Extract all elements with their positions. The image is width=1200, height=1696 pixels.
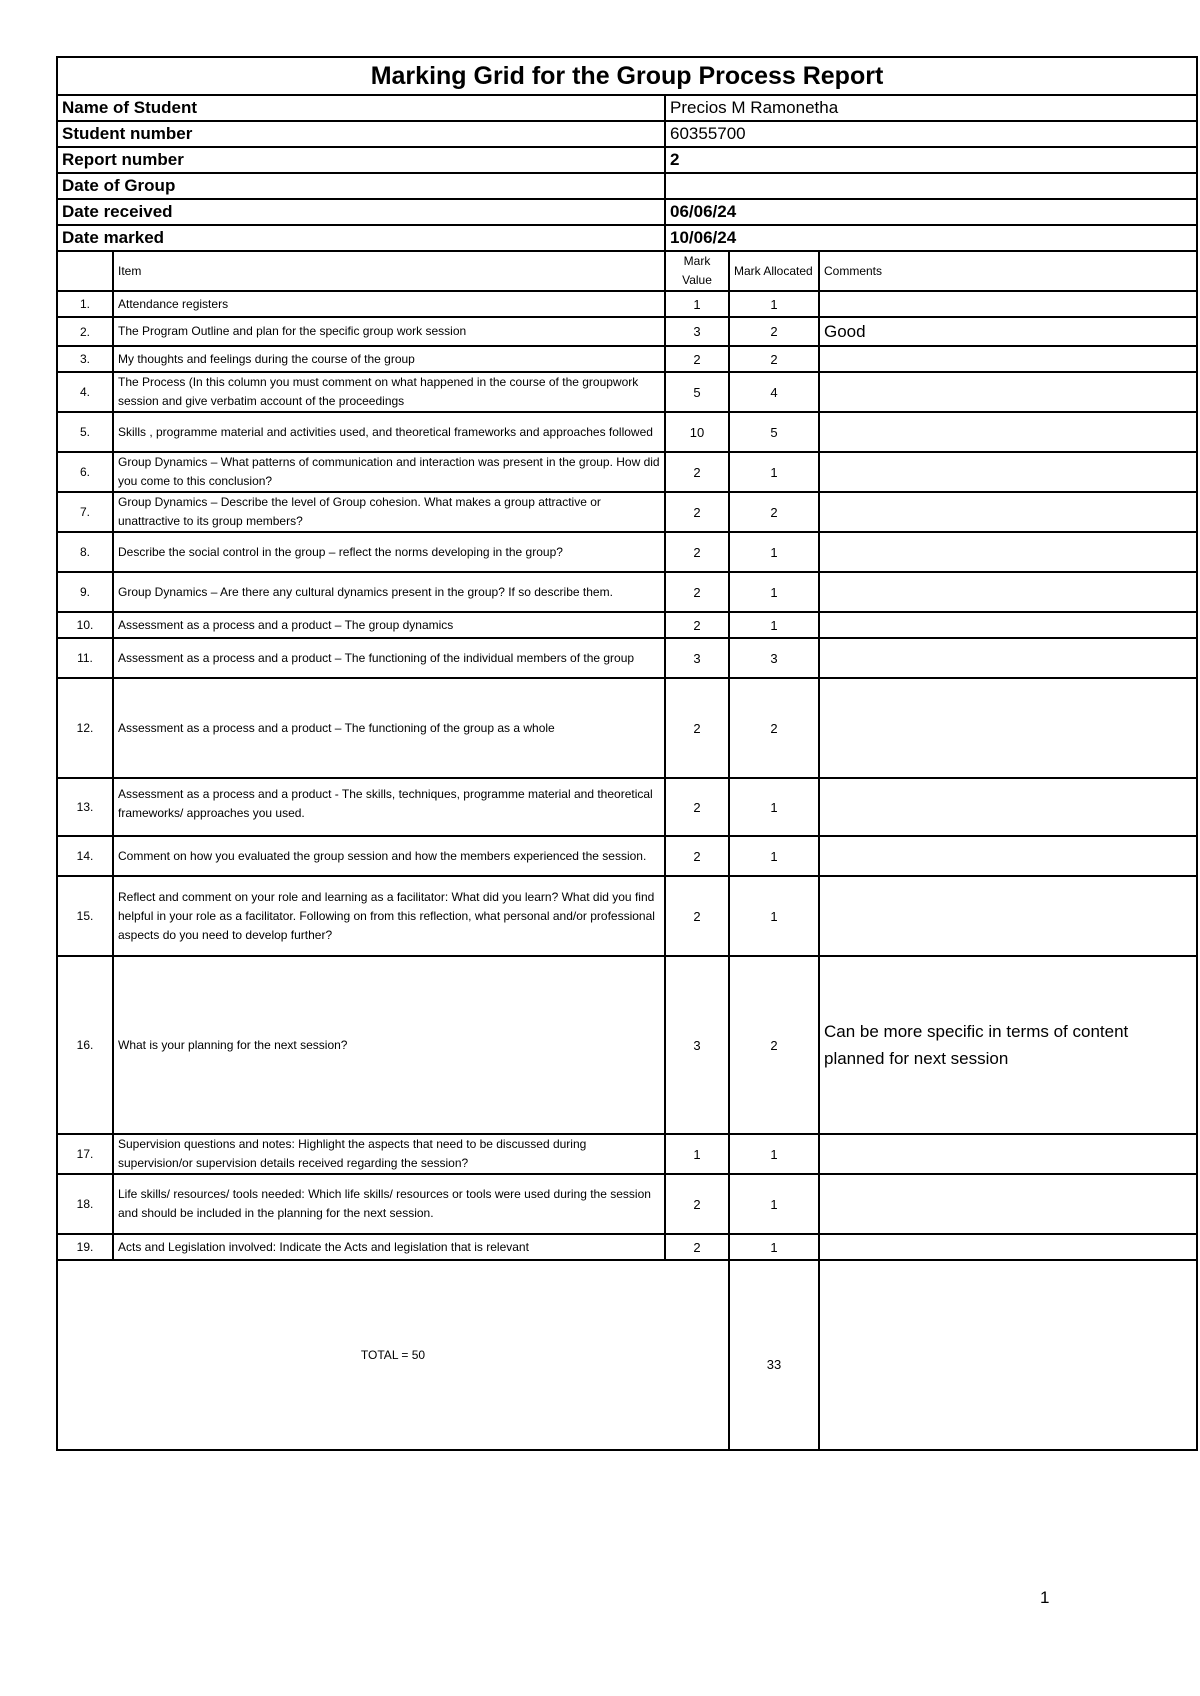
header-value: 06/06/24: [665, 199, 1197, 225]
table-row: [57, 956, 1197, 1134]
row-mark-value: 2: [665, 572, 729, 612]
table-row: [57, 372, 1197, 412]
row-item: What is your planning for the next session?: [113, 956, 665, 1134]
row-item: Acts and Legislation involved: Indicate the Acts and legislation that is relevant: [113, 1234, 665, 1260]
row-mark-value: 1: [665, 1134, 729, 1174]
row-number: 15.: [57, 876, 113, 956]
row-item: Reflect and comment on your role and learning as a facilitator: What did you learn? What did you find helpful in your role as a facilitator. Following on from this reflection, what personal and/or professional aspects do you need to develop further?: [113, 876, 665, 956]
row-number: 19.: [57, 1234, 113, 1260]
column-header-number: [57, 251, 113, 291]
header-row: [57, 173, 1197, 199]
row-item: Attendance registers: [113, 291, 665, 317]
row-comment: Good: [819, 317, 1197, 346]
row-comment: [819, 778, 1197, 836]
row-comment: [819, 572, 1197, 612]
table-row: [57, 778, 1197, 836]
row-number: 11.: [57, 638, 113, 678]
table-row: [57, 346, 1197, 372]
table-row: [57, 317, 1197, 346]
row-mark-value: 2: [665, 678, 729, 778]
row-mark-allocated: 1: [729, 1234, 819, 1260]
total-value: 33: [729, 1260, 819, 1450]
header-label: Date marked: [57, 225, 665, 251]
header-label: Student number: [57, 121, 665, 147]
row-mark-value: 2: [665, 452, 729, 492]
table-row: [57, 836, 1197, 876]
row-mark-value: 2: [665, 836, 729, 876]
row-mark-value: 2: [665, 612, 729, 638]
row-mark-allocated: 3: [729, 638, 819, 678]
table-row: [57, 678, 1197, 778]
row-number: 8.: [57, 532, 113, 572]
row-mark-value: 2: [665, 876, 729, 956]
row-mark-allocated: 1: [729, 1134, 819, 1174]
row-comment: [819, 1134, 1197, 1174]
row-comment: [819, 372, 1197, 412]
column-header-comments: Comments: [819, 251, 1197, 291]
table-row: [57, 612, 1197, 638]
total-comment: [819, 1260, 1197, 1450]
row-mark-allocated: 1: [729, 1174, 819, 1234]
row-mark-allocated: 1: [729, 291, 819, 317]
row-mark-value: 1: [665, 291, 729, 317]
row-mark-allocated: 4: [729, 372, 819, 412]
column-header-mark-allocated: Mark Allocated: [729, 251, 819, 291]
table-row: [57, 572, 1197, 612]
table-row: [57, 452, 1197, 492]
total-row: [57, 1260, 1197, 1450]
row-item: Assessment as a process and a product – The group dynamics: [113, 612, 665, 638]
header-row: [57, 147, 1197, 173]
row-item: Group Dynamics – Describe the level of Group cohesion. What makes a group attractive or unattractive to its group members?: [113, 492, 665, 532]
row-number: 14.: [57, 836, 113, 876]
row-comment: [819, 291, 1197, 317]
row-mark-value: 2: [665, 1234, 729, 1260]
total-label: TOTAL = 50: [57, 1260, 729, 1450]
row-comment: [819, 412, 1197, 452]
row-mark-allocated: 1: [729, 572, 819, 612]
header-row: [57, 225, 1197, 251]
header-row: [57, 199, 1197, 225]
row-comment: [819, 678, 1197, 778]
row-mark-value: 5: [665, 372, 729, 412]
row-comment: [819, 1234, 1197, 1260]
table-row: [57, 492, 1197, 532]
row-comment: [819, 452, 1197, 492]
row-number: 5.: [57, 412, 113, 452]
row-item: Comment on how you evaluated the group session and how the members experienced the session.: [113, 836, 665, 876]
row-mark-allocated: 1: [729, 452, 819, 492]
row-number: 2.: [57, 317, 113, 346]
header-label: Date received: [57, 199, 665, 225]
row-mark-allocated: 1: [729, 836, 819, 876]
row-item: Describe the social control in the group – reflect the norms developing in the group?: [113, 532, 665, 572]
header-label: Name of Student: [57, 95, 665, 121]
row-item: The Process (In this column you must comment on what happened in the course of the groupwork session and give verbatim account of the proceedings: [113, 372, 665, 412]
row-number: 16.: [57, 956, 113, 1134]
row-item: Group Dynamics – What patterns of communication and interaction was present in the group. How did you come to this conclusion?: [113, 452, 665, 492]
row-number: 17.: [57, 1134, 113, 1174]
row-mark-value: 2: [665, 492, 729, 532]
row-comment: [819, 532, 1197, 572]
header-row: [57, 95, 1197, 121]
row-item: Supervision questions and notes: Highlight the aspects that need to be discussed during supervision/or supervision details received regarding the session?: [113, 1134, 665, 1174]
row-comment: Can be more specific in terms of content planned for next session: [819, 956, 1197, 1134]
marking-grid-page: [56, 56, 1196, 1451]
row-mark-allocated: 2: [729, 346, 819, 372]
row-number: 10.: [57, 612, 113, 638]
row-number: 7.: [57, 492, 113, 532]
row-item: Assessment as a process and a product - The skills, techniques, programme material and theoretical frameworks/ approaches you used.: [113, 778, 665, 836]
row-mark-value: 3: [665, 638, 729, 678]
row-comment: [819, 492, 1197, 532]
row-item: Group Dynamics – Are there any cultural dynamics present in the group? If so describe them.: [113, 572, 665, 612]
row-mark-value: 2: [665, 778, 729, 836]
row-mark-value: 3: [665, 956, 729, 1134]
row-comment: [819, 1174, 1197, 1234]
row-number: 4.: [57, 372, 113, 412]
row-comment: [819, 876, 1197, 956]
page-number: 1: [1040, 1588, 1050, 1607]
row-mark-allocated: 1: [729, 532, 819, 572]
row-mark-value: 2: [665, 1174, 729, 1234]
header-label: Report number: [57, 147, 665, 173]
row-mark-allocated: 2: [729, 317, 819, 346]
row-item: My thoughts and feelings during the course of the group: [113, 346, 665, 372]
table-row: [57, 291, 1197, 317]
row-comment: [819, 346, 1197, 372]
table-row: [57, 532, 1197, 572]
row-item: The Program Outline and plan for the specific group work session: [113, 317, 665, 346]
header-label: Date of Group: [57, 173, 665, 199]
row-mark-value: 3: [665, 317, 729, 346]
row-mark-allocated: 2: [729, 678, 819, 778]
row-item: Assessment as a process and a product – The functioning of the group as a whole: [113, 678, 665, 778]
row-mark-allocated: 2: [729, 492, 819, 532]
row-number: 9.: [57, 572, 113, 612]
row-mark-value: 2: [665, 532, 729, 572]
title-row: [57, 57, 1197, 95]
row-item: Assessment as a process and a product – The functioning of the individual members of the group: [113, 638, 665, 678]
row-number: 12.: [57, 678, 113, 778]
row-mark-allocated: 1: [729, 876, 819, 956]
row-number: 1.: [57, 291, 113, 317]
row-number: 13.: [57, 778, 113, 836]
header-value: [665, 173, 1197, 199]
header-value: 2: [665, 147, 1197, 173]
table-row: [57, 638, 1197, 678]
row-mark-value: 10: [665, 412, 729, 452]
header-value: 10/06/24: [665, 225, 1197, 251]
row-item: Life skills/ resources/ tools needed: Which life skills/ resources or tools were used during the session and should be included in the planning for the next session.: [113, 1174, 665, 1234]
row-number: 6.: [57, 452, 113, 492]
row-comment: [819, 638, 1197, 678]
table-row: [57, 1174, 1197, 1234]
row-comment: [819, 836, 1197, 876]
table-row: [57, 1134, 1197, 1174]
header-value: 60355700: [665, 121, 1197, 147]
row-mark-value: 2: [665, 346, 729, 372]
marking-grid-table: [56, 56, 1198, 1451]
column-header-mark-value: Mark Value: [665, 251, 729, 291]
table-row: [57, 412, 1197, 452]
row-mark-allocated: 1: [729, 778, 819, 836]
header-row: [57, 121, 1197, 147]
row-number: 3.: [57, 346, 113, 372]
table-row: [57, 1234, 1197, 1260]
row-number: 18.: [57, 1174, 113, 1234]
page-title: Marking Grid for the Group Process Report: [57, 57, 1197, 95]
row-mark-allocated: 5: [729, 412, 819, 452]
column-header-item: Item: [113, 251, 665, 291]
row-mark-allocated: 2: [729, 956, 819, 1134]
row-comment: [819, 612, 1197, 638]
column-header-row: [57, 251, 1197, 291]
row-item: Skills , programme material and activities used, and theoretical frameworks and approaches followed: [113, 412, 665, 452]
table-row: [57, 876, 1197, 956]
header-value: Precios M Ramonetha: [665, 95, 1197, 121]
row-mark-allocated: 1: [729, 612, 819, 638]
